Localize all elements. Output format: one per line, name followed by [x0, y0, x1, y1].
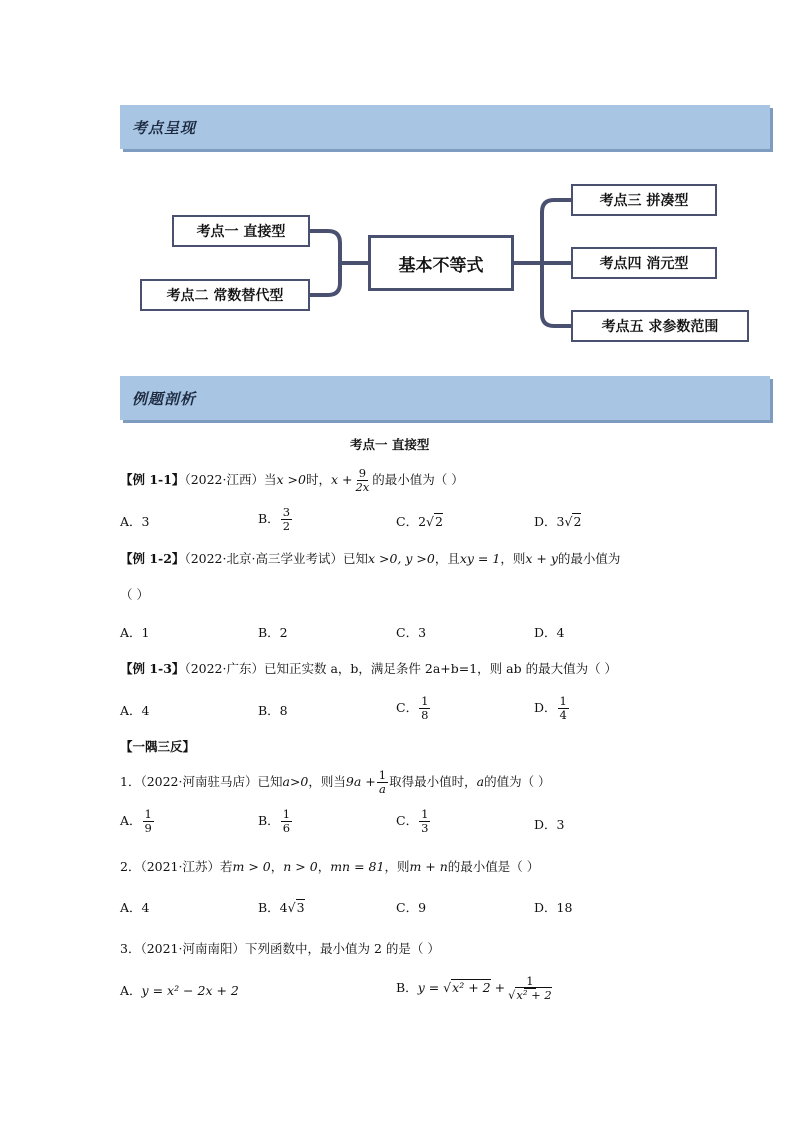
option-d: D．3 [534, 817, 565, 832]
fraction: $\frac{1}{a}$ [378, 768, 387, 796]
math: xy = 1 [459, 551, 501, 566]
option-c: C． $\frac{1}{8}$ [396, 694, 429, 722]
answer-paren: （ ） [120, 587, 149, 602]
example-1-1 [120, 465, 464, 495]
left-bracket [310, 231, 340, 295]
mindmap-node-5: 考点五 求参数范围 [571, 310, 749, 342]
fraction: $\frac{9}{2x}$ [355, 466, 370, 494]
option-c: C．2√2 [396, 514, 443, 529]
mindmap-node-1: 考点一 直接型 [172, 215, 310, 247]
mindmap-node-3: 考点三 拼凑型 [571, 184, 717, 216]
option-a: A．4 [120, 900, 150, 915]
question-text: 的最小值为（ ） [372, 472, 464, 487]
practice-1: 1．（2022·河南驻马店）已知a>0，则当9a + $\frac{1}{a}$ 取得最小值时，a的值为（ ） [120, 768, 551, 796]
section-title: 考点呈现 [132, 119, 197, 137]
option-c: C． $\frac{1}{3}$ [396, 807, 429, 835]
mindmap-node-2: 考点二 常数替代型 [140, 279, 310, 311]
section-title: 例题剖析 [132, 390, 197, 408]
option-c: C．3 [396, 625, 427, 640]
option-a: A．3 [120, 514, 150, 529]
option-d: D．3√2 [534, 514, 582, 529]
math: mn = 81 [330, 859, 385, 874]
mindmap-connectors [0, 0, 794, 360]
example-tag: 【例 1-3】 [120, 661, 185, 676]
option-b: B． $\frac{3}{2}$ [258, 505, 291, 533]
math: x + y [525, 551, 558, 566]
section-banner-2 [120, 376, 770, 420]
subheading: 考点一 直接型 [350, 437, 430, 452]
practice-3: 3．（2021·河南南阳）下列函数中，最小值为 2 的是（ ） [120, 941, 440, 956]
option-d: D．4 [534, 625, 565, 640]
math: a>0 [282, 774, 309, 789]
option-b: B．y = √x² + 2 + $\frac{1}{\text{√x² + 2}}$ [396, 974, 552, 1002]
option-a: A．4 [120, 703, 150, 718]
example-1-2: 【例 1-2】（2022·北京·高三学业考试）已知x >0, y >0，且xy = 1，则x + y的最小值为 [120, 551, 621, 566]
option-c: C．9 [396, 900, 427, 915]
math: m > 0 [232, 859, 271, 874]
option-b: B．2 [258, 625, 288, 640]
practice-2: 2．（2021·江苏）若m > 0，n > 0，mn = 81，则m + n的最小值是（ ） [120, 859, 540, 874]
mindmap-node-4: 考点四 消元型 [571, 247, 717, 279]
option-a: A． $\frac{1}{9}$ [120, 807, 152, 835]
mindmap-center: 基本不等式 [368, 235, 514, 291]
math: x + [330, 472, 353, 487]
option-d: D． $\frac{1}{4}$ [534, 694, 567, 722]
option-a: A．y = x² − 2x + 2 [120, 983, 239, 998]
option-b: B．4√3 [258, 900, 305, 915]
option-b: B．8 [258, 703, 288, 718]
option-d: D．18 [534, 900, 573, 915]
example-tag: 【例 1-1】 [120, 472, 185, 487]
math: x >0 [276, 472, 306, 487]
question-text: （2022·江西）当 [184, 472, 277, 487]
example-1-3: 【例 1-3】（2022·广东）已知正实数 a，b，满足条件 2a+b=1，则 ab 的最大值为（ ） [120, 661, 618, 676]
math: 9a + [345, 774, 376, 789]
math: x >0, y >0 [367, 551, 435, 566]
question-text: 时， [305, 472, 331, 487]
math: m + n [409, 859, 448, 874]
option-a: A．1 [120, 625, 150, 640]
math: n > 0 [283, 859, 318, 874]
example-tag: 【例 1-2】 [120, 551, 185, 566]
option-b: B． $\frac{1}{6}$ [258, 807, 291, 835]
practice-title: 【一隅三反】 [120, 739, 196, 754]
